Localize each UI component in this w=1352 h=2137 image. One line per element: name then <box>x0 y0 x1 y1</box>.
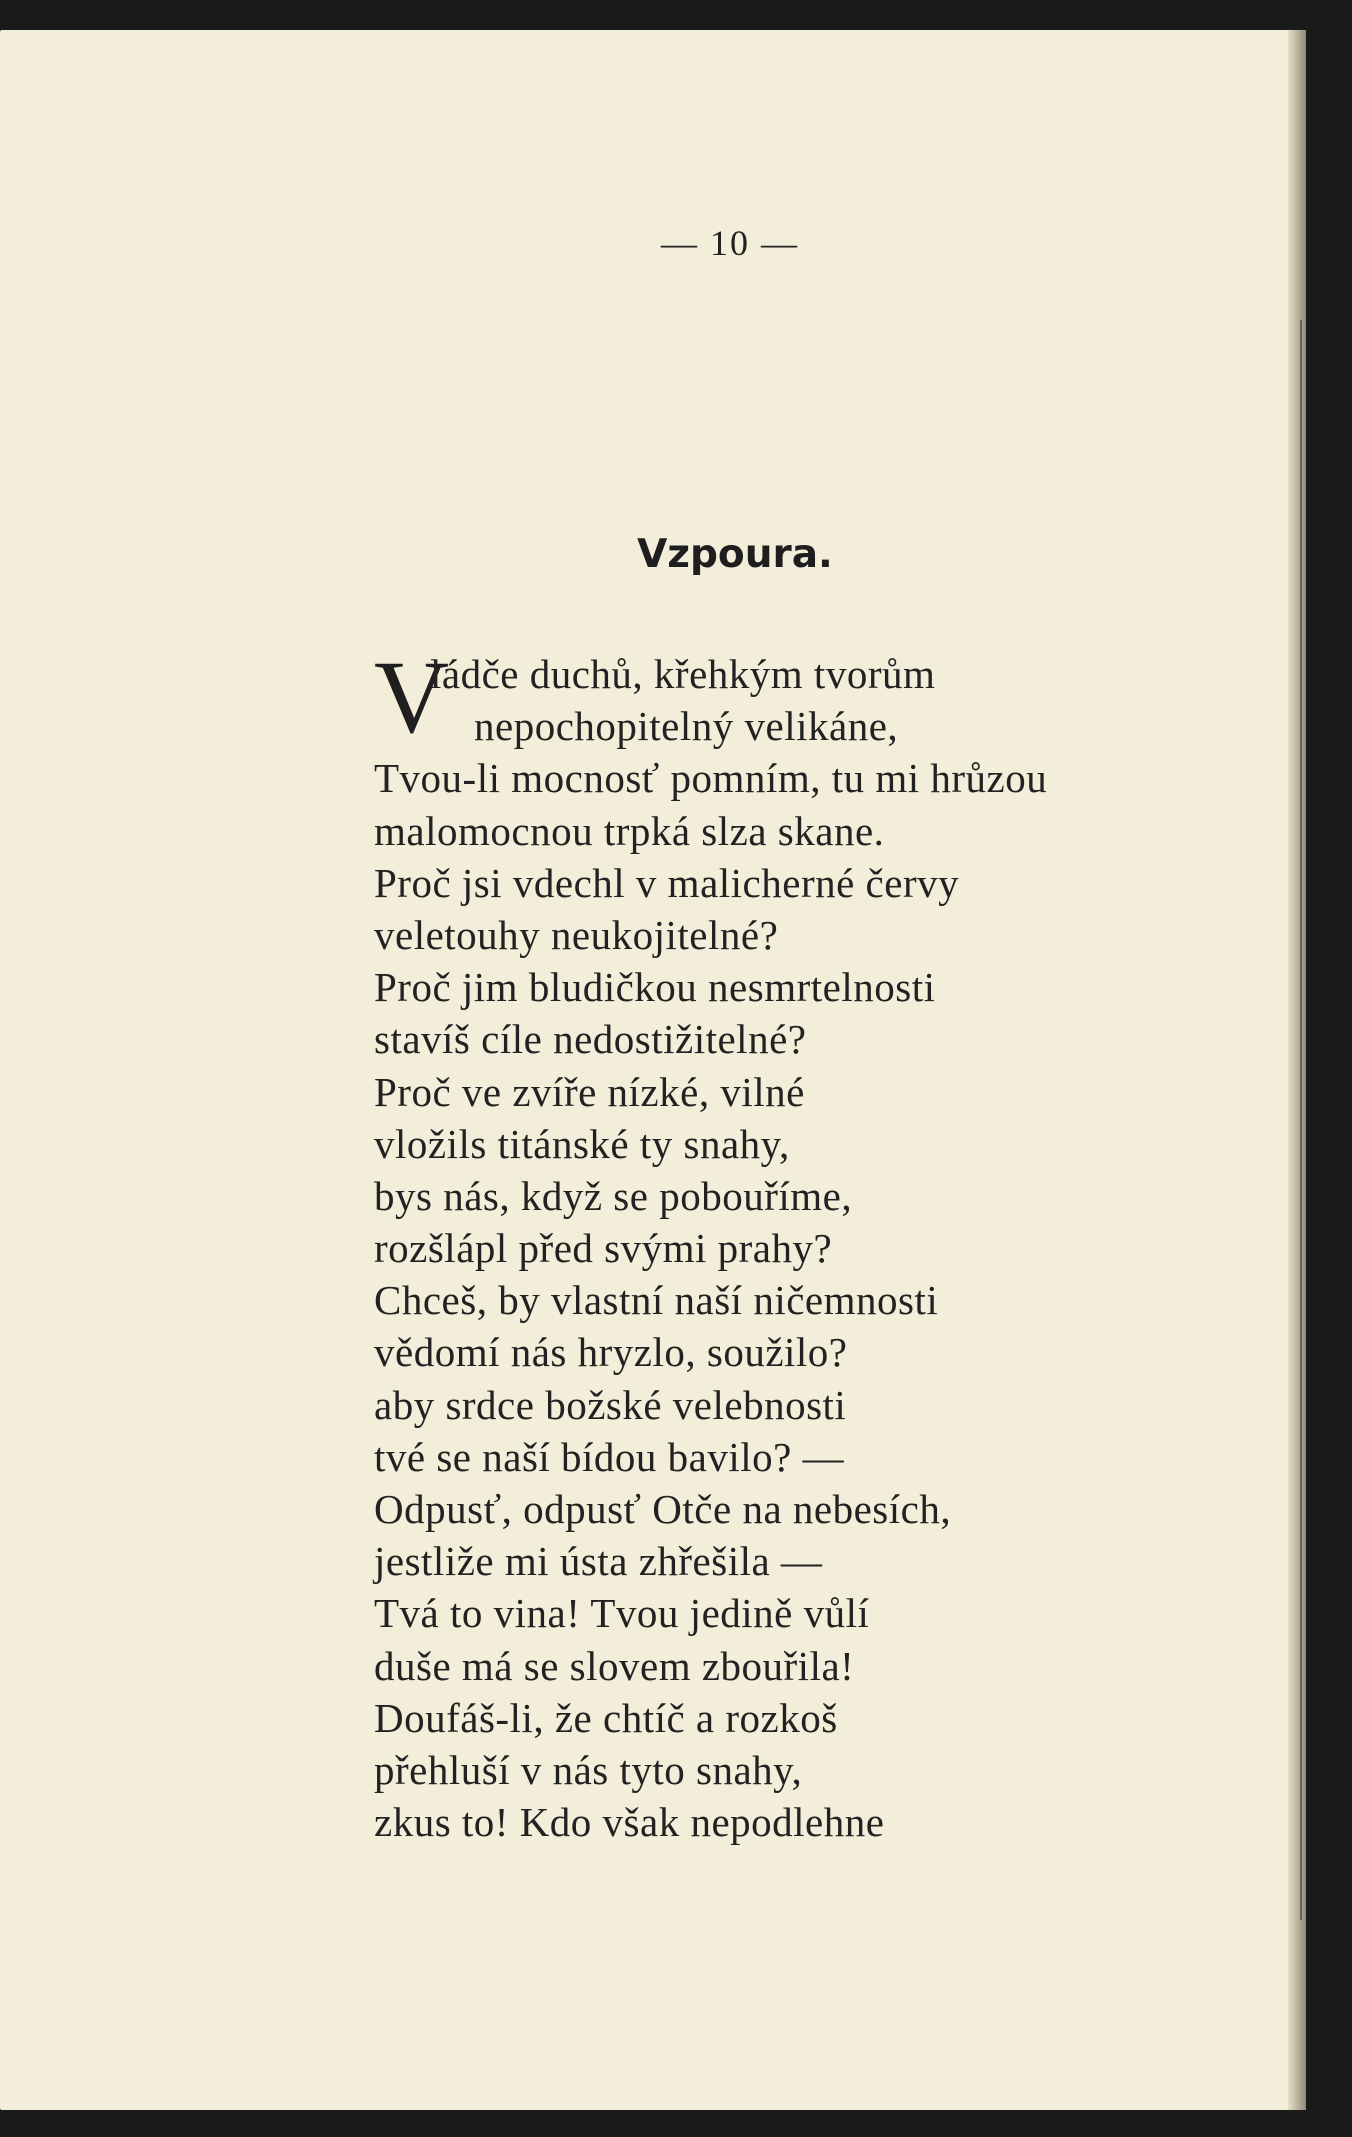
poem-line: vložils titánské ty snahy, <box>374 1120 790 1167</box>
poem-line: Chceš, by vlastní naší ničemnosti <box>374 1277 939 1324</box>
poem-line: aby srdce božské velebnosti <box>374 1381 847 1428</box>
poem-line: zkus to! Kdo však nepodlehne <box>374 1799 885 1846</box>
page-edge <box>1288 30 1306 2110</box>
poem-line: stavíš cíle nedostižitelné? <box>374 1016 807 1063</box>
poem-line: Doufáš-li, že chtíč a rozkoš <box>374 1694 838 1741</box>
poem-line: veletouhy neukojitelné? <box>374 911 779 958</box>
poem-line: Odpusť, odpusť Otče na nebesích, <box>374 1486 952 1533</box>
poem-line: tvé se naší bídou bavilo? — <box>374 1433 845 1480</box>
poem-line: Tvá to vina! Tvou jedině vůlí <box>374 1590 870 1637</box>
poem-line: přehluší v nás tyto snahy, <box>374 1746 803 1793</box>
opening-stanza <box>374 640 1254 755</box>
poem-title: Vzpoura. <box>637 532 833 577</box>
poem-line: rozšlápl před svými prahy? <box>374 1225 833 1272</box>
poem-line: Proč jsi vdechl v malicherné červy <box>374 859 960 906</box>
poem-line: vědomí nás hryzlo, soužilo? <box>374 1329 848 1376</box>
drop-cap: V <box>374 640 450 755</box>
poem-line: ládče duchů, křehkým tvorům <box>430 651 936 697</box>
poem-line: Proč jim bludičkou nesmrtelnosti <box>374 964 936 1011</box>
poem-line: duše má se slovem zbouřila! <box>374 1642 855 1689</box>
poem-line: Proč ve zvíře nízké, vilné <box>374 1068 805 1115</box>
poem-body <box>374 640 1254 1848</box>
poem-line: bys nás, když se pobouříme, <box>374 1172 853 1219</box>
poem-line: nepochopitelný velikáne, <box>474 703 899 749</box>
poem-line: Tvou-li mocnosť pomním, tu mi hrůzou <box>374 755 1048 802</box>
poem-line: jestliže mi ústa zhřešila — <box>374 1538 823 1585</box>
page-number: — 10 — <box>661 223 799 263</box>
poem-line: malomocnou trpká slza skane. <box>374 807 885 854</box>
